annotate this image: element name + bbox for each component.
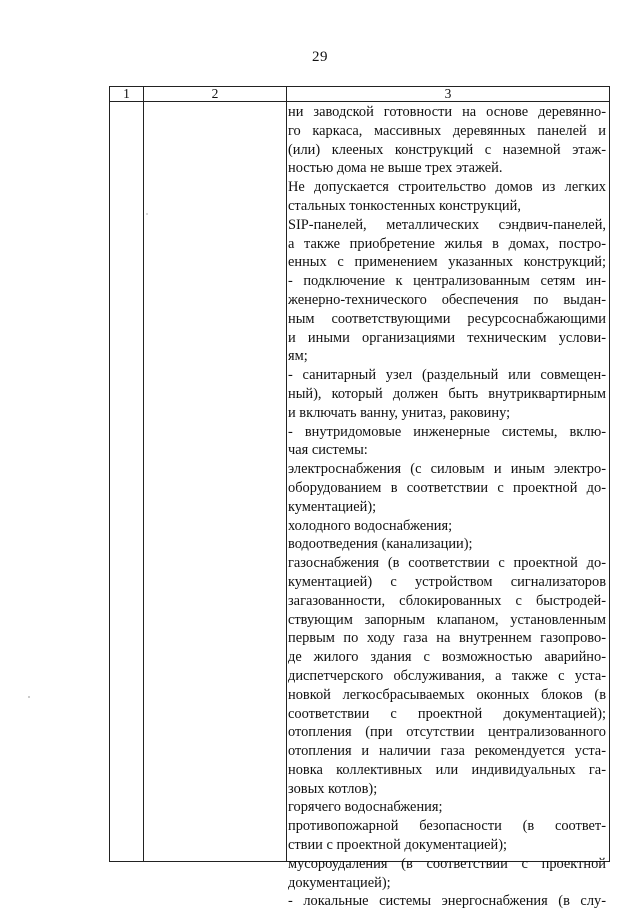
text-line: новка коллективных или индивидуальных га-	[288, 761, 606, 778]
text-line: енных с применением указанных конструкций;	[288, 254, 606, 271]
text-line: соответствии с проектной документацией);	[288, 705, 606, 722]
column-3-text	[288, 103, 606, 911]
scan-speck	[28, 696, 30, 698]
table-header-row	[110, 87, 609, 102]
text-line: а также приобретение жилья в домах, постро-	[288, 235, 606, 252]
text-line: стальных тонкостенных конструкций,	[288, 197, 521, 214]
text-line: - внутридомовые инженерные системы, вклю-	[288, 423, 606, 440]
text-line: - локальные системы энергоснабжения (в слу-	[288, 893, 606, 910]
text-line: ностью дома не выше трех этажей.	[288, 160, 503, 177]
text-line: чая системы:	[288, 442, 368, 459]
header-cell-2: 2	[211, 86, 219, 101]
text-line: Не допускается строительство домов из легких	[288, 179, 606, 196]
text-line: ный), который должен быть внутриквартирным	[288, 385, 606, 402]
text-line: холодного водоснабжения;	[288, 517, 453, 534]
text-line: новкой легкосбрасываемых оконных блоков (в	[288, 686, 606, 703]
text-line: отопления и наличии газа рекомендуется уста-	[288, 743, 606, 760]
scan-speck	[146, 213, 148, 215]
text-line: - санитарный узел (раздельный или совмещен-	[288, 367, 606, 384]
header-cell-1: 1	[123, 86, 130, 101]
text-line: загазованности, сблокированных с быстродей-	[288, 592, 606, 609]
text-line: (или) клееных конструкций с наземной этаж-	[288, 141, 606, 158]
text-line: зовых котлов);	[288, 780, 378, 797]
text-line: ствующим запорным клапаном, установленным	[288, 611, 606, 628]
text-line: ствии с проектной документацией);	[288, 837, 508, 854]
text-line: ни заводской готовности на основе деревянно-	[288, 104, 606, 120]
text-line: водоотведения (канализации);	[288, 536, 473, 553]
text-line: и иными организациями техническим услови-	[288, 329, 606, 346]
text-line: документацией);	[288, 874, 391, 891]
column-divider-1	[143, 87, 144, 861]
page-number: 29	[312, 49, 328, 65]
text-line: и включать ванну, унитаз, раковину;	[288, 404, 511, 421]
text-line: ным соответствующими ресурсоснабжающими	[288, 310, 606, 327]
text-line: кументацией) с устройством сигнализаторов	[288, 573, 606, 590]
text-line: первым по ходу газа на внутреннем газопрово-	[288, 630, 606, 647]
text-line: мусороудаления (в соответствии с проектной	[288, 855, 606, 872]
text-line: противопожарной безопасности (в соответ-	[288, 818, 606, 835]
document-table	[109, 86, 610, 910]
text-line: оборудованием в соответствии с проектной до-	[288, 479, 606, 496]
text-line: отопления (при отсутствии централизованного	[288, 724, 606, 741]
text-line: ям;	[288, 348, 308, 365]
text-line: газоснабжения (в соответствии с проектной до-	[288, 555, 606, 572]
header-cell-3: 3	[444, 86, 452, 101]
text-line: SIP-панелей, металлических сэндвич-панелей,	[288, 216, 606, 233]
text-line: го каркаса, массивных деревянных панелей и	[288, 122, 606, 139]
text-line: де жилого здания с возможностью аварийно-	[288, 649, 606, 666]
text-line: горячего водоснабжения;	[288, 799, 443, 816]
text-line: кументацией);	[288, 498, 377, 515]
column-divider-2	[286, 87, 287, 861]
text-line: - подключение к централизованным сетям ин-	[288, 273, 606, 290]
text-line: электроснабжения (с силовым и иным электро-	[288, 461, 606, 478]
text-line: диспетчерского обслуживания, а также с уста-	[288, 667, 606, 684]
text-line: женерно-технического обеспечения по выдан-	[288, 291, 606, 308]
